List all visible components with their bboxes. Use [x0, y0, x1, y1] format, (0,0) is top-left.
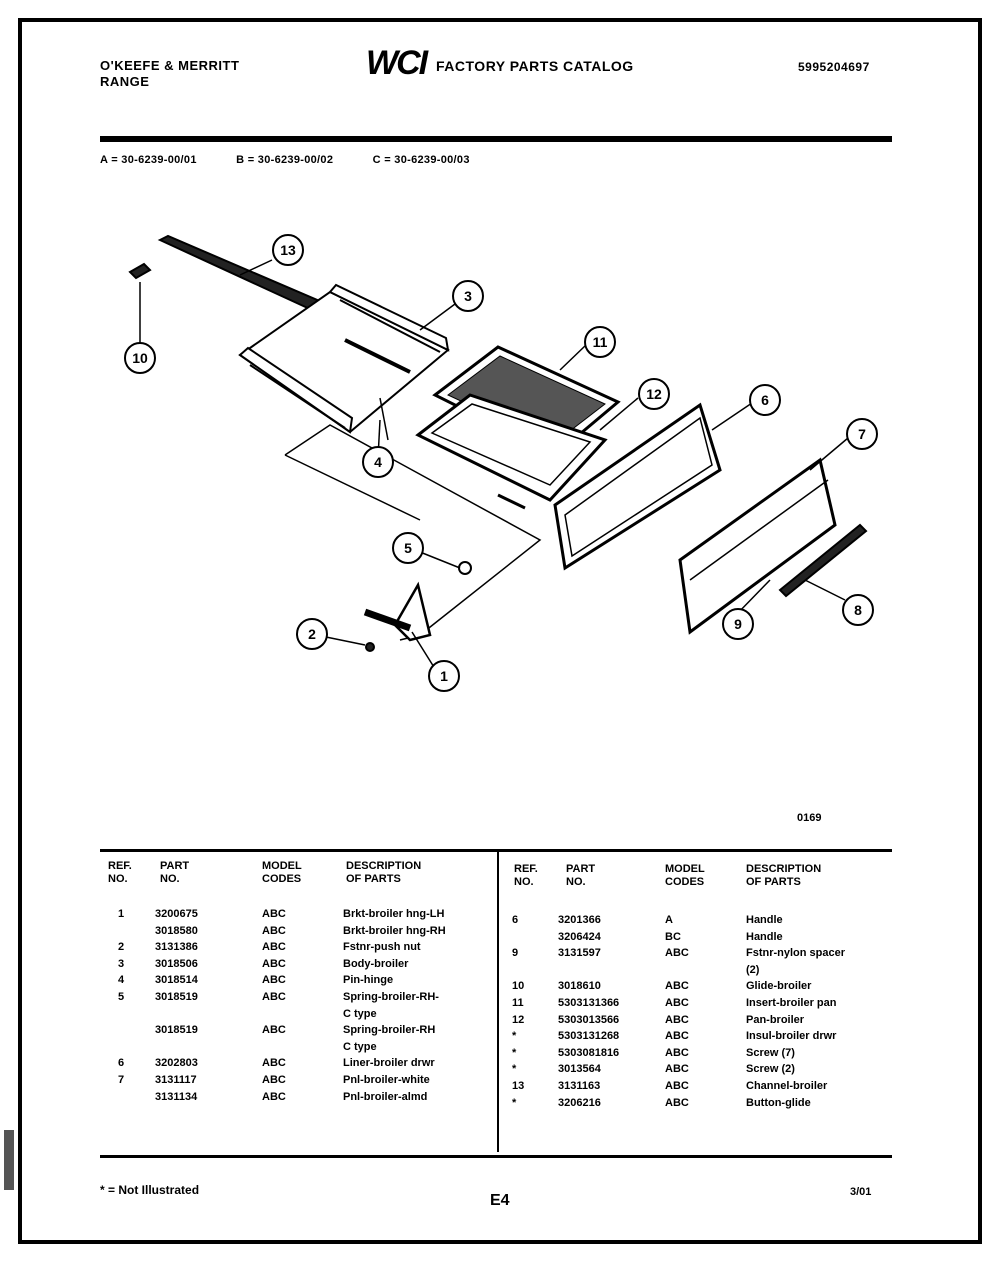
- svg-text:10: 10: [132, 350, 148, 366]
- callout-7: [847, 419, 877, 449]
- callout-9: [723, 609, 753, 639]
- model-column-right: A BC ABC ABC ABC ABC ABC ABC ABC ABC ABC: [665, 914, 689, 1109]
- svg-text:5: 5: [404, 540, 412, 556]
- svg-text:7: 7: [858, 426, 866, 442]
- table-bottom-rule: [100, 1155, 892, 1158]
- panel-broiler: [680, 460, 835, 632]
- header-desc-right: DESCRIPTION OF PARTS: [746, 863, 822, 888]
- svg-text:4: 4: [374, 454, 382, 470]
- product-type: RANGE: [100, 74, 150, 89]
- part-column-left: 3200675 3018580 3131386 3018506 3018514 3018519 3018519 3202803 3131117 3131134: [155, 908, 198, 1103]
- header-part: PART NO.: [160, 860, 190, 885]
- body-broiler: [240, 285, 448, 432]
- desc-column-left: Brkt-broiler hng-LH Brkt-broiler hng-RH Fstnr-push nut Body-broiler Pin-hinge Spring-broiler-RH- C type Spring-broiler-RH C type Liner-broiler drwr Pnl-broiler-white Pnl-broiler-almd: [343, 908, 446, 1103]
- header-ref: REF. NO.: [108, 860, 132, 885]
- callout-11: [585, 327, 615, 357]
- table-top-rule: [100, 849, 892, 852]
- callout-2: [297, 619, 327, 649]
- document-number: 5995204697: [798, 60, 870, 74]
- not-illustrated-note: * = Not Illustrated: [100, 1183, 200, 1197]
- callout-10: [125, 343, 155, 373]
- desc-column-right: Handle Handle Fstnr-nylon spacer (2) Glide-broiler Insert-broiler pan Pan-broiler Insul-broiler drwr Screw (7) Screw (2) Channel-broiler Button-glide: [746, 914, 846, 1109]
- ref-column-left: 1 2 3 4 5 6 7: [118, 908, 125, 1086]
- svg-text:12: 12: [646, 386, 662, 402]
- callout-3: [453, 281, 483, 311]
- push-nut: [366, 643, 374, 651]
- table-divider: [497, 852, 499, 1152]
- ref-column-right: 6 9 10 11 12 * * * 13 *: [512, 914, 525, 1109]
- svg-text:3: 3: [464, 288, 472, 304]
- header-desc: DESCRIPTION OF PARTS: [346, 860, 422, 885]
- callout-6: [750, 385, 780, 415]
- spring-part: [459, 562, 471, 574]
- revision-date: 3/01: [850, 1186, 872, 1198]
- callout-5: [393, 533, 423, 563]
- svg-text:13: 13: [280, 242, 296, 258]
- svg-text:11: 11: [592, 334, 608, 350]
- brand-name: O'KEEFE & MERRITT: [100, 58, 240, 73]
- svg-text:2: 2: [308, 626, 316, 642]
- model-column-left: ABC ABC ABC ABC ABC ABC ABC ABC ABC ABC: [262, 908, 286, 1103]
- page-number: E4: [490, 1192, 510, 1209]
- model-a: A = 30-6239-00/01: [100, 154, 197, 166]
- catalog-title: FACTORY PARTS CATALOG: [436, 58, 634, 74]
- screw-part: [130, 264, 150, 278]
- svg-text:1: 1: [440, 668, 448, 684]
- binding-tab: [4, 1130, 14, 1190]
- header-model: MODEL CODES: [262, 860, 302, 885]
- callout-4: [363, 447, 393, 477]
- header-part-right: PART NO.: [566, 863, 596, 888]
- svg-text:8: 8: [854, 602, 862, 618]
- svg-text:6: 6: [761, 392, 769, 408]
- callout-13: [273, 235, 303, 265]
- wci-logo: WCI: [366, 44, 427, 82]
- callout-12: [639, 379, 669, 409]
- svg-text:9: 9: [734, 616, 742, 632]
- part-column-right: 3201366 3206424 3131597 3018610 5303131366 5303013566 5303131268 5303081816 3013564 3131163 3206216: [558, 914, 620, 1109]
- header-ref-right: REF. NO.: [514, 863, 538, 888]
- callout-8: [843, 595, 873, 625]
- model-c: C = 30-6239-00/03: [372, 154, 470, 166]
- broiler-hinge-bracket: [365, 585, 430, 640]
- diagram-code: 0169: [797, 812, 822, 824]
- model-b: B = 30-6239-00/02: [236, 154, 334, 166]
- header-model-right: MODEL CODES: [665, 863, 705, 888]
- callout-1: [429, 661, 459, 691]
